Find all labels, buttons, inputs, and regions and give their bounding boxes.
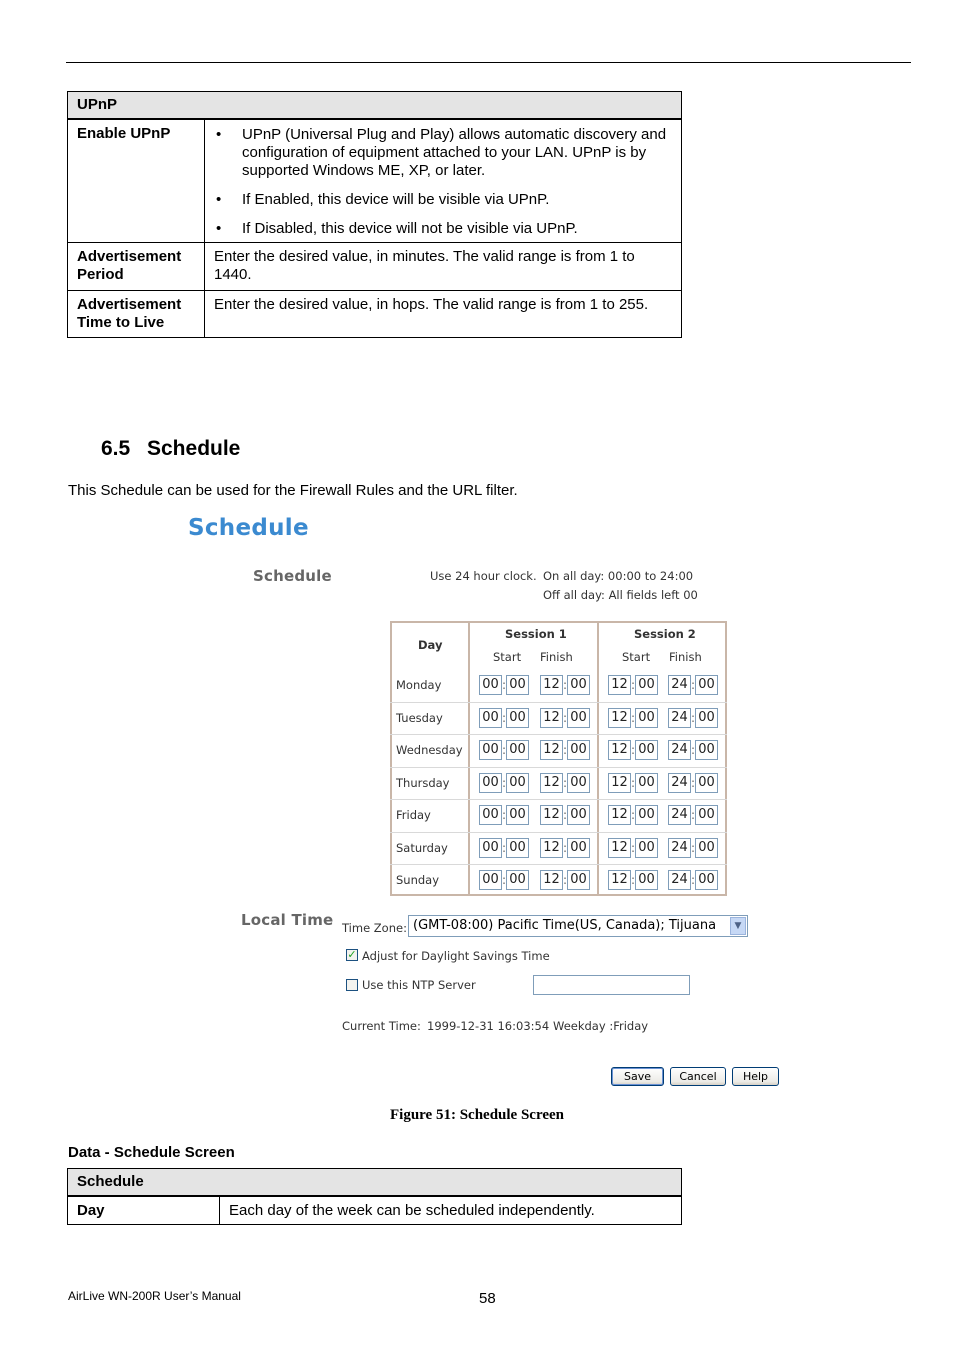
- time-separator: :: [691, 840, 696, 855]
- intro-paragraph: This Schedule can be used for the Firewall Rules and the URL filter.: [68, 482, 518, 499]
- subheader-start: Start: [493, 650, 522, 664]
- subheader-finish: Finish: [540, 650, 573, 664]
- time-separator: :: [691, 710, 696, 725]
- time-separator: :: [691, 678, 696, 692]
- time-separator: :: [631, 808, 636, 822]
- minute-input[interactable]: 00: [506, 773, 529, 793]
- minute-input[interactable]: 00: [506, 740, 529, 760]
- day-label: Friday: [396, 808, 431, 822]
- minute-input[interactable]: 00: [567, 708, 590, 728]
- minute-input[interactable]: 00: [695, 675, 718, 695]
- hint-on-all-day: On all day: 00:00 to 24:00: [543, 569, 694, 583]
- table-row: [68, 291, 682, 338]
- time-separator: :: [563, 808, 568, 822]
- cancel-button[interactable]: Cancel: [670, 1067, 726, 1086]
- col-header-session2: Session 2: [634, 627, 696, 641]
- col-header-day: Day: [418, 638, 443, 652]
- time-separator: :: [563, 743, 568, 757]
- row-label: Enable UPnP: [68, 119, 205, 243]
- dst-label: Adjust for Daylight Savings Time: [362, 949, 550, 963]
- hour-input[interactable]: 12: [608, 773, 631, 793]
- minute-input[interactable]: 00: [635, 675, 658, 695]
- hour-input[interactable]: 00: [479, 838, 502, 858]
- hour-input[interactable]: 24: [668, 675, 691, 695]
- minute-input[interactable]: 00: [635, 740, 658, 760]
- hour-input[interactable]: 24: [668, 708, 691, 728]
- minute-input[interactable]: 00: [635, 838, 658, 858]
- divider: [468, 621, 470, 896]
- upnp-table-header: UPnP: [68, 92, 682, 120]
- figure-caption: Figure 51: Schedule Screen: [389, 1107, 565, 1123]
- current-time-value: 1999-12-31 16:03:54: [427, 1019, 550, 1033]
- time-separator: :: [563, 678, 568, 692]
- hour-input[interactable]: 00: [479, 675, 502, 695]
- row-divider: [390, 832, 727, 833]
- local-time-label: Local Time: [241, 911, 334, 929]
- dst-checkbox[interactable]: ✓: [347, 948, 357, 961]
- hour-input[interactable]: 24: [668, 870, 691, 890]
- minute-input[interactable]: 00: [695, 708, 718, 728]
- hour-input[interactable]: 12: [608, 675, 631, 695]
- minute-input[interactable]: 00: [635, 805, 658, 825]
- time-separator: :: [502, 678, 507, 692]
- minute-input[interactable]: 00: [635, 708, 658, 728]
- schedule-data-table: [67, 1168, 682, 1225]
- row-divider: [390, 864, 727, 865]
- minute-input[interactable]: 00: [506, 708, 529, 728]
- time-separator: :: [631, 710, 636, 725]
- time-zone-select[interactable]: [408, 915, 748, 937]
- weekday-text: Weekday :Friday: [553, 1019, 649, 1033]
- time-separator: :: [691, 743, 696, 757]
- hour-input[interactable]: 00: [479, 870, 502, 890]
- hour-input[interactable]: 24: [668, 740, 691, 760]
- time-zone-value: (GMT-08:00) Pacific Time(US, Canada); Tijuana: [413, 918, 717, 933]
- time-separator: :: [691, 873, 696, 887]
- hour-input[interactable]: 12: [608, 805, 631, 825]
- schedule-section-label: Schedule: [253, 567, 332, 585]
- row-divider: [390, 799, 727, 800]
- hour-input[interactable]: 24: [668, 838, 691, 858]
- hour-input[interactable]: 00: [479, 805, 502, 825]
- page-number: 58: [479, 1290, 496, 1307]
- minute-input[interactable]: 00: [695, 870, 718, 890]
- time-separator: :: [563, 775, 568, 790]
- help-button[interactable]: Help: [732, 1067, 779, 1086]
- hour-input[interactable]: 00: [479, 773, 502, 793]
- upnp-table: [67, 91, 682, 338]
- day-label: Thursday: [396, 775, 450, 790]
- table-row: [68, 1196, 682, 1225]
- time-separator: :: [502, 840, 507, 855]
- section-heading: [101, 437, 240, 461]
- row-divider: [390, 734, 727, 735]
- day-label: Saturday: [396, 840, 448, 855]
- table-row: [68, 119, 682, 243]
- row-divider: [390, 702, 727, 703]
- bullet-item: • UPnP (Universal Plug and Play) allows automatic discovery and configuration of equipment attached to your LAN. UPnP is by supported Windows ME, XP, or later.: [242, 126, 672, 180]
- row-label: Advertisement Period: [68, 243, 205, 291]
- row-description: [205, 291, 682, 338]
- row-description: Enter the desired value, in minutes. The valid range is from 1 to 1440.: [205, 243, 682, 291]
- ntp-label: Use this NTP Server: [362, 978, 476, 992]
- time-separator: :: [631, 873, 636, 887]
- hour-input[interactable]: 12: [540, 740, 563, 760]
- minute-input[interactable]: 00: [695, 838, 718, 858]
- hour-input[interactable]: 12: [608, 740, 631, 760]
- hour-input[interactable]: 00: [479, 740, 502, 760]
- time-separator: :: [631, 678, 636, 692]
- section-title: Schedule: [147, 437, 241, 460]
- time-separator: :: [502, 808, 507, 822]
- minute-input[interactable]: 00: [506, 838, 529, 858]
- time-separator: :: [631, 743, 636, 757]
- time-separator: :: [631, 775, 636, 790]
- day-label: Tuesday: [396, 710, 443, 725]
- minute-input[interactable]: 00: [695, 773, 718, 793]
- section-number: 6.5: [101, 437, 131, 460]
- col-header-session1: Session 1: [505, 627, 567, 641]
- header-rule: [66, 62, 911, 63]
- hour-input[interactable]: 00: [479, 708, 502, 728]
- row-description: Each day of the week can be scheduled independently.: [220, 1196, 682, 1225]
- hour-input[interactable]: 12: [608, 838, 631, 858]
- bullet-item: • If Enabled, this device will be visible via UPnP.: [242, 191, 672, 209]
- subheader-finish: Finish: [669, 650, 702, 664]
- time-separator: :: [502, 710, 507, 725]
- row-label: Day: [68, 1196, 220, 1225]
- time-separator: :: [502, 743, 507, 757]
- time-separator: :: [631, 840, 636, 855]
- hour-input[interactable]: 12: [540, 838, 563, 858]
- minute-input[interactable]: 00: [506, 805, 529, 825]
- ntp-checkbox[interactable]: [346, 979, 358, 991]
- minute-input[interactable]: 00: [635, 870, 658, 890]
- day-label: Wednesday: [396, 743, 463, 757]
- day-label: Monday: [396, 678, 442, 692]
- minute-input[interactable]: 00: [506, 870, 529, 890]
- chevron-down-icon[interactable]: ▼: [730, 917, 746, 935]
- minute-input[interactable]: 00: [506, 675, 529, 695]
- time-separator: :: [691, 775, 696, 790]
- minute-input[interactable]: 00: [567, 805, 590, 825]
- subheader-start: Start: [622, 650, 651, 664]
- hour-input[interactable]: 12: [540, 805, 563, 825]
- minute-input[interactable]: 00: [695, 805, 718, 825]
- hint-off-all-day: Off all day: All fields left 00: [543, 588, 698, 602]
- time-separator: :: [502, 775, 507, 790]
- minute-input[interactable]: 00: [567, 870, 590, 890]
- row-divider: [390, 767, 727, 768]
- minute-input[interactable]: 00: [567, 675, 590, 695]
- table-row: [68, 243, 682, 291]
- hour-input[interactable]: 12: [540, 708, 563, 728]
- time-separator: :: [563, 710, 568, 725]
- minute-input[interactable]: 00: [695, 740, 718, 760]
- minute-input[interactable]: 00: [567, 773, 590, 793]
- time-zone-label: Time Zone:: [342, 921, 407, 935]
- schedule-table-header: Schedule: [68, 1169, 682, 1197]
- time-separator: :: [502, 873, 507, 887]
- hour-input[interactable]: 12: [540, 870, 563, 890]
- hour-input[interactable]: 12: [540, 675, 563, 695]
- time-separator: :: [563, 840, 568, 855]
- ntp-server-input[interactable]: [533, 975, 690, 995]
- save-button[interactable]: Save: [611, 1067, 664, 1086]
- minute-input[interactable]: 00: [567, 740, 590, 760]
- page-title: Schedule: [188, 515, 309, 541]
- row-description-text: Enter the desired value, in hops. The valid range is from 1 to 255.: [214, 296, 649, 313]
- footer-manual-name: AirLive WN-200R User’s Manual: [68, 1289, 241, 1303]
- minute-input[interactable]: 00: [567, 838, 590, 858]
- day-label: Sunday: [396, 873, 440, 887]
- bullet-item: • If Disabled, this device will not be visible via UPnP.: [242, 220, 672, 238]
- row-label: Advertisement Time to Live: [68, 291, 205, 338]
- hour-input[interactable]: 12: [608, 870, 631, 890]
- hour-input[interactable]: 12: [540, 773, 563, 793]
- hour-input[interactable]: 24: [668, 773, 691, 793]
- hour-input[interactable]: 24: [668, 805, 691, 825]
- time-separator: :: [563, 873, 568, 887]
- hint-24-hour: Use 24 hour clock.: [430, 569, 537, 583]
- row-description: [205, 119, 682, 243]
- minute-input[interactable]: 00: [635, 773, 658, 793]
- current-time-label: Current Time:: [342, 1019, 421, 1033]
- divider: [597, 621, 599, 896]
- hour-input[interactable]: 12: [608, 708, 631, 728]
- time-separator: :: [691, 808, 696, 822]
- data-table-title: Data - Schedule Screen: [68, 1144, 235, 1161]
